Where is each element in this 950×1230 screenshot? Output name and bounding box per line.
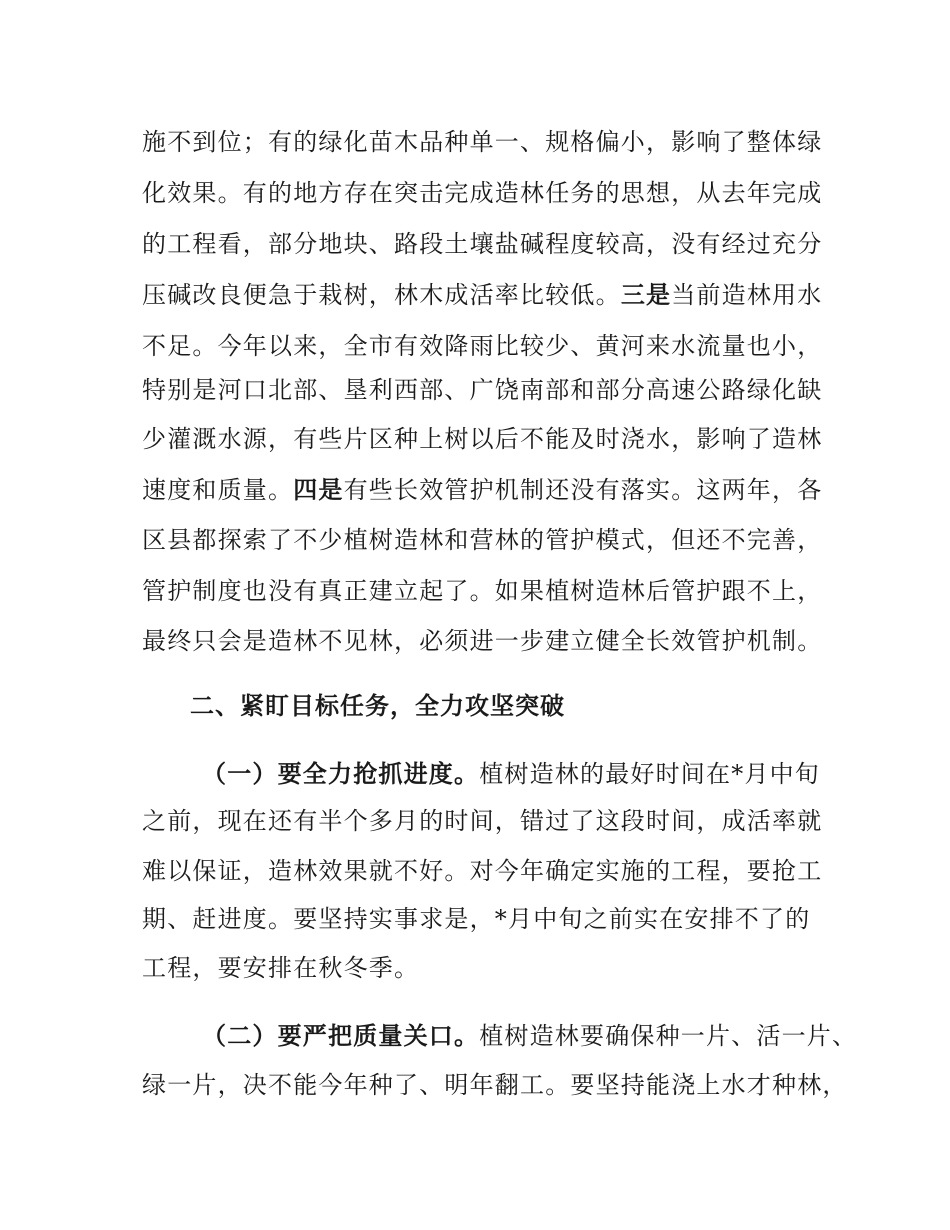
paragraph-line — [142, 474, 822, 506]
paragraph-line — [202, 758, 820, 790]
paragraph-line — [142, 279, 822, 311]
paragraph-line: 区县都探索了不少植树造林和营林的管护模式，但还不完善， — [142, 526, 823, 554]
emphasis-text: 四是 — [293, 476, 344, 504]
paragraph-line: 特别是河口北部、垦利西部、广饶南部和部分高速公路绿化缺 — [142, 376, 823, 404]
paragraph-line: 最终只会是造林不见林，必须进一步建立健全长效管护机制。 — [142, 627, 823, 655]
subsection-title: （二）要严把质量关口。 — [202, 1022, 480, 1050]
paragraph-line: 化效果。有的地方存在突击完成造林任务的思想，从去年完成 — [142, 179, 823, 207]
paragraph-line: 少灌溉水源，有些片区种上树以后不能及时浇水，影响了造林 — [142, 425, 823, 453]
text-run: 植树造林要确保种一片、活一片、 — [479, 1022, 858, 1050]
paragraph-line: 绿一片，决不能今年种了、明年翻工。要坚持能浇上水才种林， — [142, 1071, 848, 1099]
text-run: 植树造林的最好时间在*月中旬 — [479, 760, 821, 788]
paragraph-line: 管护制度也没有真正建立起了。如果植树造林后管护跟不上， — [142, 577, 823, 605]
emphasis-text: 三是 — [620, 281, 672, 309]
text-run: 压碱改良便急于栽树，林木成活率比较低。 — [142, 281, 621, 309]
paragraph-line: 之前，现在还有半个多月的时间，错过了这段时间，成活率就 — [142, 807, 823, 835]
paragraph-line: 难以保证，造林效果就不好。对今年确定实施的工程，要抢工 — [142, 857, 823, 885]
paragraph-line: 不足。今年以来，全市有效降雨比较少、黄河来水流量也小， — [142, 332, 823, 360]
text-run: 速度和质量。 — [142, 476, 294, 504]
text-run: 有些长效管护机制还没有落实。这两年，各 — [343, 476, 823, 504]
paragraph-line — [202, 1020, 857, 1052]
section-heading: 二、紧盯目标任务，全力攻坚突破 — [190, 692, 565, 720]
paragraph-line: 期、赶进度。要坚持实事求是，*月中旬之前实在安排不了的 — [142, 905, 811, 933]
text-run: 当前造林用水 — [671, 281, 823, 309]
subsection-title: （一）要全力抢抓进度。 — [202, 760, 480, 788]
paragraph-line: 工程，要安排在秋冬季。 — [142, 954, 420, 982]
paragraph-line: 施不到位；有的绿化苗木品种单一、规格偏小，影响了整体绿 — [142, 128, 823, 156]
paragraph-line: 的工程看，部分地块、路段土壤盐碱程度较高，没有经过充分 — [142, 230, 823, 258]
